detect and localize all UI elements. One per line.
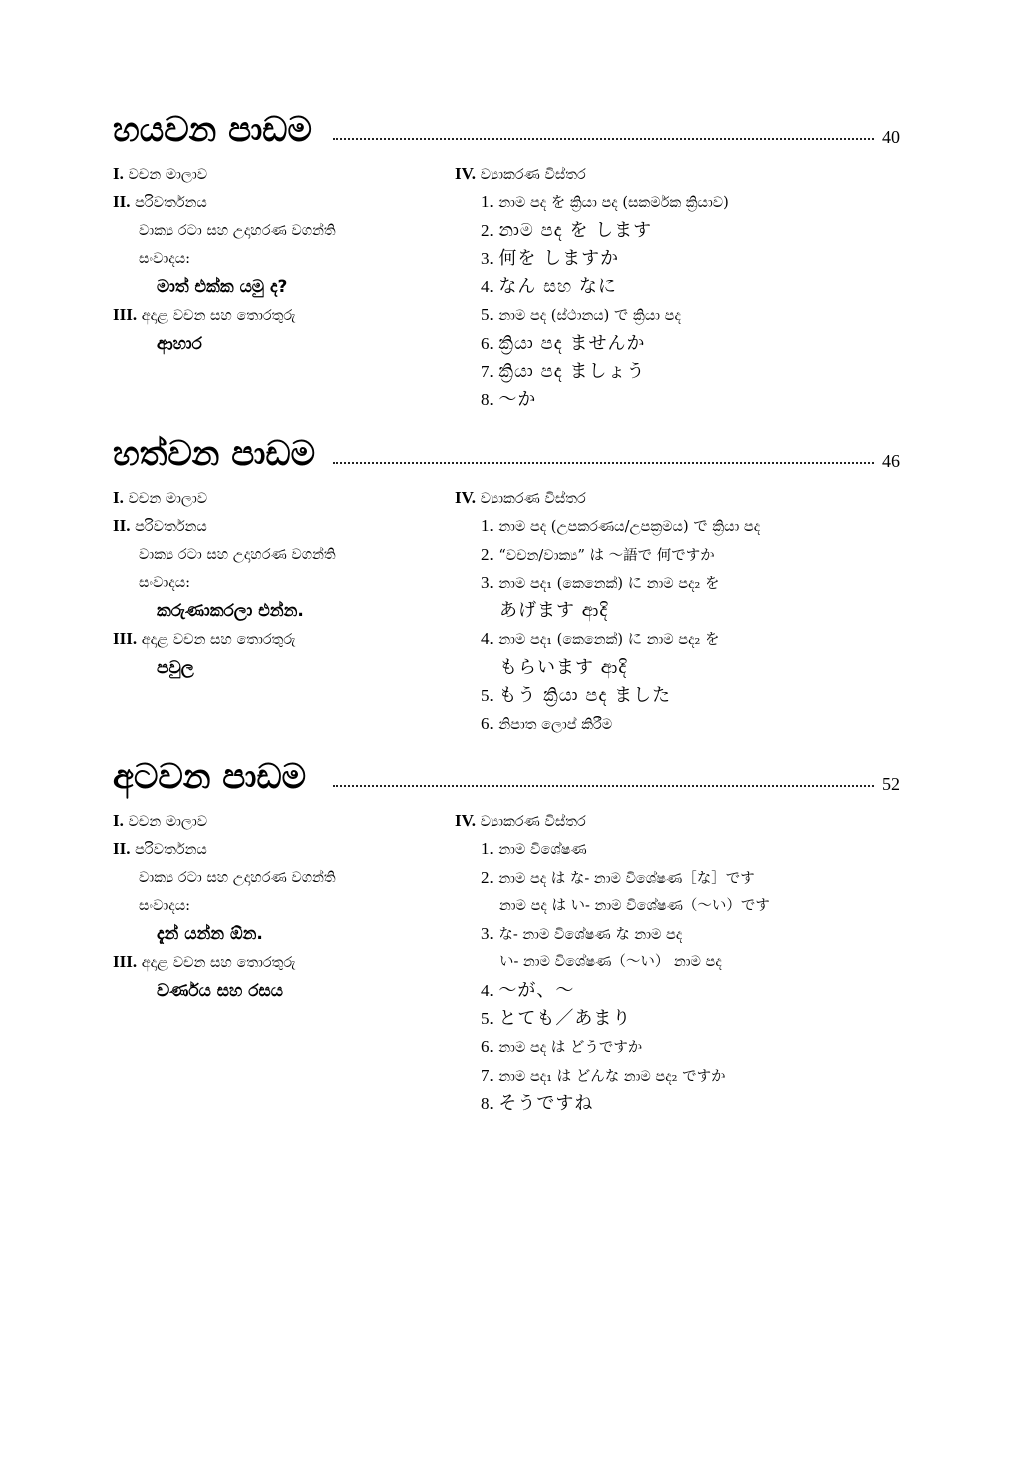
topic-title: ආහාර — [157, 333, 202, 354]
left-column — [113, 484, 443, 682]
right-column — [455, 807, 915, 1118]
item-text: ～が、～ — [498, 979, 575, 1001]
leader-dots — [333, 462, 874, 464]
item-text: නාම පද は い- නාම විශේෂණ（～い）です — [499, 897, 770, 914]
lesson-6-section — [113, 108, 900, 411]
item-text: ව්‍යාකරණ විස්තර — [480, 814, 586, 830]
item-text: ව්‍යාකරණ විස්තර — [480, 491, 586, 507]
item-number: 1. — [481, 516, 494, 536]
item-text: සංවාදය: — [139, 897, 191, 914]
left-column — [113, 807, 443, 1005]
item-text: ～か — [498, 389, 537, 411]
right-column — [455, 160, 915, 415]
item-text: අදාළ වචන සහ තොරතුරු — [141, 308, 296, 325]
item-number: 1. — [481, 839, 494, 859]
item-text: පරිවර්තනය — [135, 195, 207, 212]
dialogue-title: දැන් යන්න ඕන. — [157, 924, 263, 945]
lesson-header — [113, 432, 900, 484]
item-number: 6. — [481, 1037, 494, 1057]
page-number: 46 — [882, 451, 900, 471]
item-text: な- නාම විශේෂණ な නාම පද — [498, 927, 683, 944]
item-number: 8. — [481, 1093, 494, 1113]
item-number: IV. — [455, 811, 476, 830]
item-text: もらいます ආදි — [499, 656, 628, 678]
item-text: නාම විශේෂණ — [498, 842, 587, 859]
topic-title: වර්ණය සහ රසය — [157, 980, 283, 1001]
dialogue-title: මාත් එක්ක යමු ද? — [157, 277, 288, 298]
item-number: II. — [113, 516, 131, 536]
item-text: සංවාදය: — [139, 574, 191, 591]
item-number: III. — [113, 952, 138, 972]
leader-dots — [333, 785, 874, 787]
lesson-header — [113, 108, 900, 160]
item-text: අදාළ වචන සහ තොරතුරු — [141, 632, 296, 649]
item-number: 4. — [481, 277, 494, 297]
page-number: 52 — [882, 774, 900, 794]
item-text: නාම පද は な- නාම විශේෂණ［な］です — [498, 870, 755, 887]
item-text: අදාළ වචන සහ තොරතුරු — [141, 955, 296, 972]
item-text: ක්‍රියා පද ませんか — [498, 332, 646, 354]
item-text: සංවාදය: — [139, 250, 191, 267]
item-number: 7. — [481, 362, 494, 382]
lesson-title: හත්වන පාඩම — [113, 432, 321, 476]
dialogue-title: කරුණාකරලා එන්න. — [157, 601, 304, 622]
item-text: もう ක්‍රියා පද ました — [498, 685, 672, 707]
item-text: නාම පද は どうですか — [498, 1040, 643, 1057]
lesson-title: අටවන පාඩම — [113, 755, 312, 799]
item-text: ක්‍රියා පද ましょう — [498, 361, 646, 383]
item-text: පරිවර්තනය — [135, 519, 207, 536]
lesson-7-section — [113, 432, 900, 734]
item-number: 6. — [481, 333, 494, 353]
item-text: නාම පද₁ (කෙනෙක්) に නාම පද₂ を — [498, 575, 720, 592]
item-number: I. — [113, 164, 124, 183]
left-column — [113, 160, 443, 358]
item-number: II. — [113, 192, 131, 212]
right-column — [455, 484, 915, 739]
item-number: 2. — [481, 220, 494, 240]
item-text: නාම පද₁ (කෙනෙක්) に නාම පද₂ を — [498, 632, 720, 649]
item-number: II. — [113, 839, 131, 859]
item-text: නාම පද を ක්‍රියා පද (සකර්මක ක්‍රියාව) — [498, 195, 729, 212]
item-text: なん සහ なに — [498, 276, 617, 298]
item-text: い- නාම විශේෂණ（～い） නාම පද — [499, 954, 722, 971]
item-text: වචන මාලාව — [128, 491, 208, 507]
item-number: 3. — [481, 924, 494, 944]
item-number: 2. — [481, 544, 494, 564]
item-text: ව්‍යාකරණ විස්තර — [480, 167, 586, 183]
item-number: 1. — [481, 192, 494, 212]
item-text: そうですね — [498, 1092, 594, 1114]
item-text: නිපාත ලොප් කිරීම — [498, 717, 613, 734]
item-number: 5. — [481, 305, 494, 325]
item-text: වාක්‍ය රටා සහ උදාහරණ වගන්ති — [139, 546, 336, 563]
item-number: 4. — [481, 629, 494, 649]
item-number: 8. — [481, 390, 494, 410]
item-number: 6. — [481, 714, 494, 734]
leader-dots — [333, 138, 874, 140]
item-text: වාක්‍ය රටා සහ උදාහරණ වගන්ති — [139, 222, 336, 239]
item-number: III. — [113, 305, 138, 325]
item-text: නාම පද を します — [498, 219, 653, 241]
item-text: වචන මාලාව — [128, 814, 208, 830]
item-number: 4. — [481, 980, 494, 1000]
item-number: 5. — [481, 1009, 494, 1029]
item-text: නාම පද (ස්ථානය) で ක්‍රියා පද — [498, 308, 681, 325]
page-number: 40 — [882, 127, 900, 147]
item-number: 5. — [481, 686, 494, 706]
item-text: 何を しますか — [498, 247, 620, 269]
item-number: I. — [113, 811, 124, 830]
item-text: වාක්‍ය රටා සහ උදාහරණ වගන්ති — [139, 869, 336, 886]
item-text: නාම පද (උපකරණය/උපක්‍රමය) で ක්‍රියා පද — [498, 519, 761, 536]
item-number: 7. — [481, 1065, 494, 1085]
item-text: වචන මාලාව — [128, 167, 208, 183]
item-text: とても／あまり — [498, 1008, 632, 1030]
item-text: නාම පද₁ は どんな නාම පද₂ ですか — [498, 1068, 726, 1085]
item-number: IV. — [455, 488, 476, 507]
lesson-title: හයවන පාඩම — [113, 108, 318, 152]
item-number: III. — [113, 629, 138, 649]
item-number: I. — [113, 488, 124, 507]
item-number: 3. — [481, 248, 494, 268]
topic-title: පවුල — [157, 657, 194, 678]
lesson-header — [113, 755, 900, 807]
lesson-8-section — [113, 755, 900, 1114]
item-number: 2. — [481, 867, 494, 887]
item-number: 3. — [481, 572, 494, 592]
item-text: පරිවර්තනය — [135, 842, 207, 859]
item-number: IV. — [455, 164, 476, 183]
item-text: あげます ආදි — [499, 600, 609, 622]
item-text: “වචන/වාක්‍ය” は ～語で 何ですか — [498, 547, 715, 564]
